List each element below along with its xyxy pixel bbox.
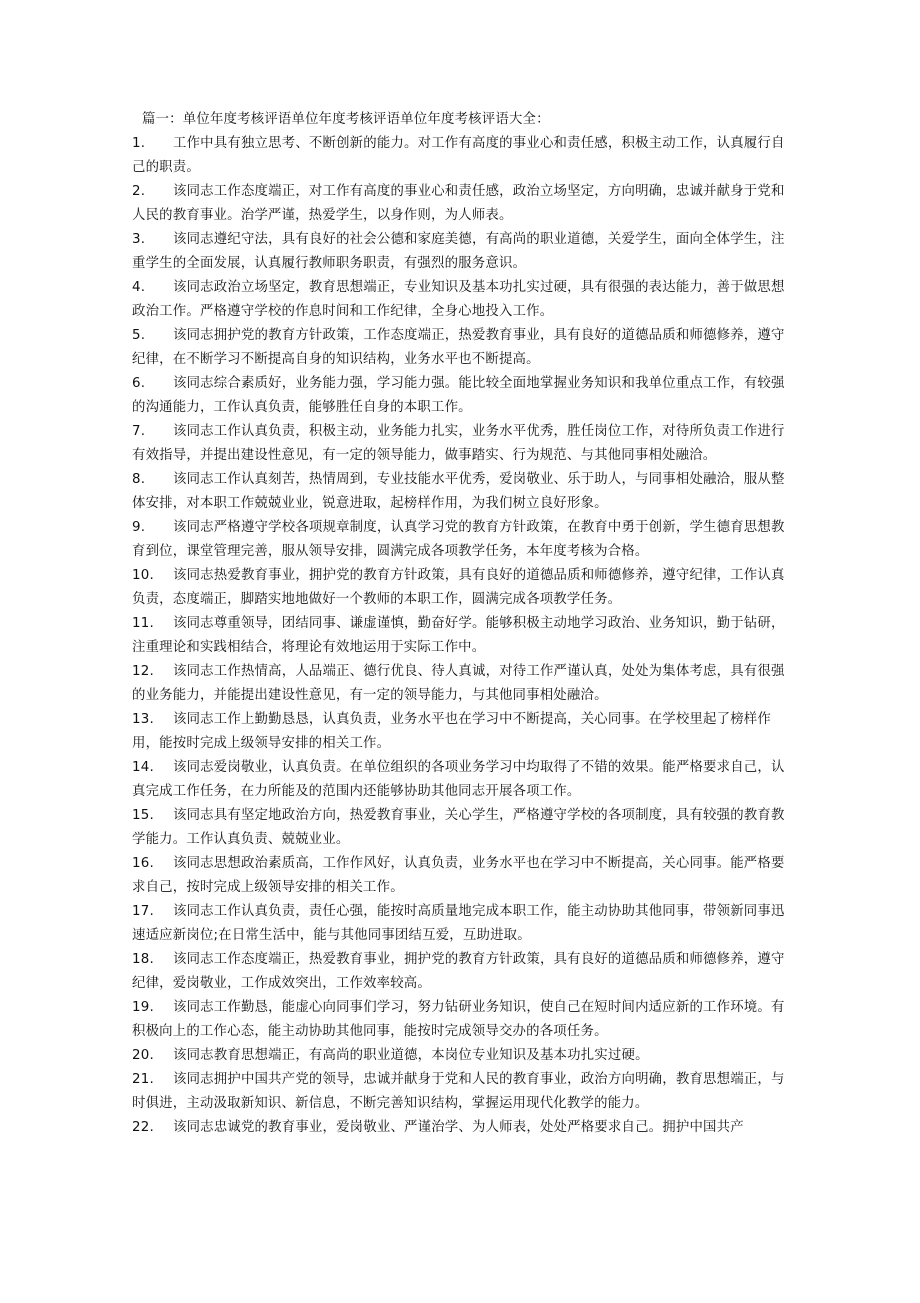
document-body — [132, 108, 788, 1140]
item-text: 该同志忠诚党的教育事业，爱岗敬业、严谨治学、为人师表，处处严格要求自己。拥护中国共产 — [173, 1120, 744, 1135]
item-number: 20. — [132, 1048, 154, 1063]
list-item — [132, 468, 788, 516]
item-number: 1. — [132, 136, 146, 151]
item-number: 5. — [132, 328, 146, 343]
item-text: 该同志综合素质好，业务能力强，学习能力强。能比较全面地掌握业务知识和我单位重点工作，有较强的沟通能力，工作认真负责，能够胜任自身的本职工作。 — [132, 376, 785, 415]
item-text: 该同志拥护党的教育方针政策，工作态度端正，热爱教育事业，具有良好的道德品质和师德修养，遵守纪律，在不断学习不断提高自身的知识结构，业务水平也不断提高。 — [132, 328, 785, 367]
item-text: 该同志工作上勤勤恳恳，认真负责，业务水平也在学习中不断提高，关心同事。在学校里起了榜样作用，能按时完成上级领导安排的相关工作。 — [132, 712, 771, 751]
item-text: 该同志工作热情高，人品端正、德行优良、待人真诚，对待工作严谨认真，处处为集体考虑，具有很强的业务能力，并能提出建设性意见，有一定的领导能力，与其他同事相处融洽。 — [132, 664, 785, 703]
item-text: 该同志工作态度端正，对工作有高度的事业心和责任感，政治立场坚定，方向明确，忠诚并献身于党和人民的教育事业。治学严谨，热爱学生，以身作则，为人师表。 — [132, 184, 785, 223]
item-text: 该同志遵纪守法，具有良好的社会公德和家庭美德，有高尚的职业道德，关爱学生，面向全体学生，注重学生的全面发展，认真履行教师职务职责，有强烈的服务意识。 — [132, 232, 785, 271]
item-text: 该同志拥护中国共产党的领导，忠诚并献身于党和人民的教育事业，政治方向明确，教育思想端正，与时俱进，主动汲取新知识、新信息，不断完善知识结构，掌握运用现代化教学的能力。 — [132, 1072, 785, 1111]
item-number: 4. — [132, 280, 146, 295]
item-number: 9. — [132, 520, 146, 535]
item-text: 该同志具有坚定地政治方向，热爱教育事业，关心学生，严格遵守学校的各项制度，具有较强的教育教学能力。工作认真负责、兢兢业业。 — [132, 808, 785, 847]
item-number: 8. — [132, 472, 146, 487]
list-item — [132, 996, 788, 1044]
list-item — [132, 132, 788, 180]
item-number: 13. — [132, 712, 154, 727]
list-item — [132, 180, 788, 228]
list-item — [132, 948, 788, 996]
list-item — [132, 1068, 788, 1116]
item-text: 工作中具有独立思考、不断创新的能力。对工作有高度的事业心和责任感，积极主动工作，认真履行自己的职责。 — [132, 136, 785, 175]
list-item — [132, 1044, 788, 1068]
item-number: 12. — [132, 664, 154, 679]
list-item — [132, 900, 788, 948]
document-heading: 篇一：单位年度考核评语单位年度考核评语单位年度考核评语大全： — [142, 112, 550, 127]
item-number: 10. — [132, 568, 154, 583]
item-number: 18. — [132, 952, 154, 967]
item-text: 该同志工作认真刻苦，热情周到，专业技能水平优秀，爱岗敬业、乐于助人，与同事相处融洽，服从整体安排，对本职工作兢兢业业，锐意进取，起榜样作用，为我们树立良好形象。 — [132, 472, 785, 511]
item-number: 14. — [132, 760, 154, 775]
item-number: 6. — [132, 376, 146, 391]
item-text: 该同志工作认真负责，责任心强，能按时高质量地完成本职工作，能主动协助其他同事，带领新同事迅速适应新岗位;在日常生活中，能与其他同事团结互爱，互助进取。 — [132, 904, 785, 943]
item-text: 该同志思想政治素质高，工作作风好，认真负责，业务水平也在学习中不断提高，关心同事。能严格要求自己，按时完成上级领导安排的相关工作。 — [132, 856, 785, 895]
item-number: 21. — [132, 1072, 154, 1087]
list-item — [132, 516, 788, 564]
list-item — [132, 564, 788, 612]
item-text: 该同志工作态度端正，热爱教育事业，拥护党的教育方针政策，具有良好的道德品质和师德修养，遵守纪律，爱岗敬业，工作成效突出，工作效率较高。 — [132, 952, 785, 991]
item-number: 16. — [132, 856, 154, 871]
list-item — [132, 708, 788, 756]
item-text: 该同志工作认真负责，积极主动，业务能力扎实，业务水平优秀，胜任岗位工作，对待所负责工作进行有效指导，并提出建设性意见，有一定的领导能力，做事踏实、行为规范、与其他同事相处融洽。 — [132, 424, 785, 463]
item-number: 7. — [132, 424, 146, 439]
list-item — [132, 756, 788, 804]
item-text: 该同志尊重领导，团结同事、谦虚谨慎，勤奋好学。能够积极主动地学习政治、业务知识，勤于钻研，注重理论和实践相结合，将理论有效地运用于实际工作中。 — [132, 616, 785, 655]
item-text: 该同志热爱教育事业，拥护党的教育方针政策，具有良好的道德品质和师德修养，遵守纪律，工作认真负责，态度端正，脚踏实地地做好一个教师的本职工作，圆满完成各项教学任务。 — [132, 568, 785, 607]
item-number: 19. — [132, 1000, 154, 1015]
item-text: 该同志政治立场坚定，教育思想端正，专业知识及基本功扎实过硬，具有很强的表达能力，善于做思想政治工作。严格遵守学校的作息时间和工作纪律，全身心地投入工作。 — [132, 280, 785, 319]
list-item — [132, 660, 788, 708]
list-item — [132, 852, 788, 900]
list-item — [132, 372, 788, 420]
list-item — [132, 228, 788, 276]
list-item — [132, 1116, 788, 1140]
item-text: 该同志工作勤恳，能虚心向同事们学习，努力钻研业务知识，使自己在短时间内适应新的工作环境。有积极向上的工作心态，能主动协助其他同事，能按时完成领导交办的各项任务。 — [132, 1000, 785, 1039]
item-text: 该同志爱岗敬业，认真负责。在单位组织的各项业务学习中均取得了不错的效果。能严格要求自己，认真完成工作任务，在力所能及的范围内还能够协助其他同志开展各项工作。 — [132, 760, 785, 799]
item-number: 3. — [132, 232, 146, 247]
list-item — [132, 420, 788, 468]
item-number: 22. — [132, 1120, 154, 1135]
item-number: 11. — [132, 616, 154, 631]
list-item — [132, 276, 788, 324]
evaluation-list — [132, 132, 788, 1140]
list-item — [132, 804, 788, 852]
list-item — [132, 612, 788, 660]
item-text: 该同志严格遵守学校各项规章制度，认真学习党的教育方针政策，在教育中勇于创新，学生德育思想教育到位，课堂管理完善，服从领导安排，圆满完成各项教学任务，本年度考核为合格。 — [132, 520, 785, 559]
item-number: 17. — [132, 904, 154, 919]
item-text: 该同志教育思想端正，有高尚的职业道德，本岗位专业知识及基本功扎实过硬。 — [173, 1048, 649, 1063]
list-item — [132, 324, 788, 372]
item-number: 2. — [132, 184, 146, 199]
item-number: 15. — [132, 808, 154, 823]
